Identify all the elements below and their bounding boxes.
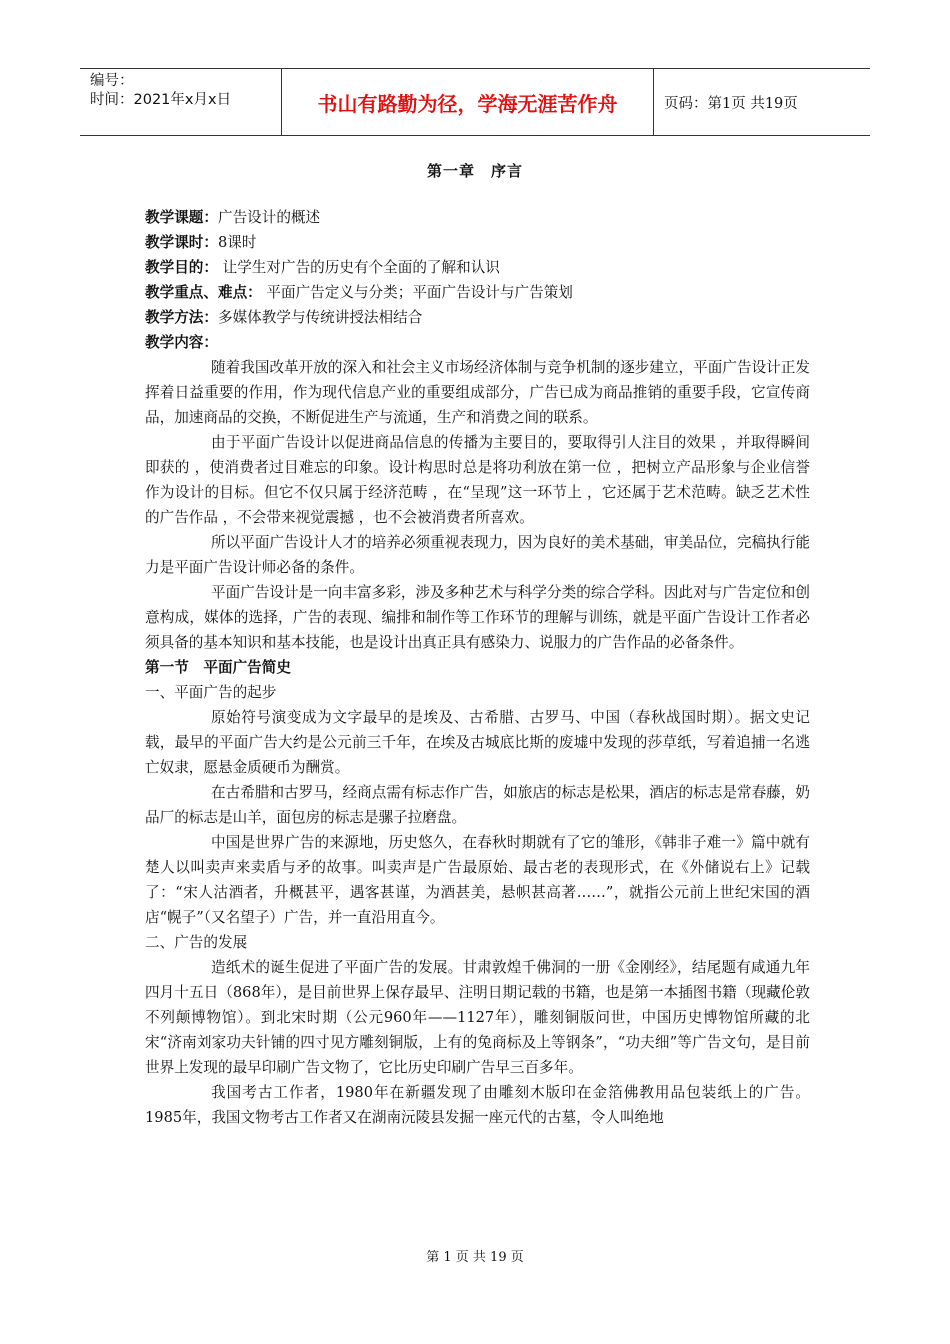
meta-line [145,205,810,230]
meta-line [145,230,810,255]
section-title: 第一节 平面广告简史 [145,659,291,676]
meta-label: 教学课题： [145,209,218,226]
motto: 书山有路勤为径，学海无涯苦作舟 [282,69,654,135]
paragraph: 随着我国改革开放的深入和社会主义市场经济体制与竞争机制的逐步建立，平面广告设计正发挥着日益重要的作用，作为现代信息产业的重要组成部分，广告已成为商品推销的重要手段，它宣传商品，加速商品的交换，不断促进生产与流通，生产和消费之间的联系。 [145,359,810,426]
paragraph: 在古希腊和古罗马，经商点需有标志作广告，如旅店的标志是松果，酒店的标志是常春藤，奶品厂的标志是山羊，面包房的标志是骡子拉磨盘。 [145,784,810,826]
page-footer: 第 1 页 共 19 页 [426,1250,524,1265]
paragraph: 中国是世界广告的来源地，历史悠久，在春秋时期就有了它的雏形，《韩非子难一》篇中就有楚人以叫卖声来卖盾与矛的故事。叫卖声是广告最原始、最古老的表现形式，在《外储说右上》记载了：“宋人沽酒者，升概甚平，遇客甚谨，为酒甚美，悬帜甚高著……”，就指公元前上世纪宋国的酒店“幌子”（又名望子）广告，并一直沿用直今。 [145,834,810,926]
subsection-title: 二、广告的发展 [145,934,248,951]
paragraph: 我国考古工作者，1980年在新疆发现了由雕刻木版印在金箔佛教用品包装纸上的广告。 1985年，我国文物考古工作者又在湖南沅陵县发掘一座元代的古墓，令人叫绝地 [145,1084,810,1126]
paragraph: 所以平面广告设计人才的培养必须重视表现力，因为良好的美术基础，审美品位，完稿执行能力是平面广告设计师必备的条件。 [145,534,810,576]
page-info: 页码：第1页 共19页 [664,95,798,112]
subsection-title: 一、平面广告的起步 [145,684,277,701]
meta-value: 多媒体教学与传统讲授法相结合 [217,309,423,326]
meta-line [145,330,810,355]
meta-label: 教学重点、难点： [145,284,262,301]
meta-label: 教学课时： [145,234,218,251]
time-label: 时间：2021年x月x日 [90,92,232,108]
paragraph: 原始符号演变成为文字最早的是埃及、古希腊、古罗马、中国（春秋战国时期）。据文史记载，最早的平面广告大约是公元前三千年，在埃及古城底比斯的废墟中发现的莎草纸，写着追捕一名逃亡奴隶，愿悬金质硬币为酬赏。 [145,709,810,776]
paragraph: 造纸术的诞生促进了平面广告的发展。甘肃敦煌千佛洞的一册《金刚经》，结尾题有咸通九年四月十五日（868年），是目前世界上保存最早、注明日期记载的书籍，也是第一本插图书籍（现藏伦敦不列颠博物馆）。到北宋时期（公元960年——1127年），雕刻铜版问世，中国历史博物馆所藏的北宋“济南刘家功夫针铺的四寸见方雕刻铜版，上有的兔商标及上等钢条”，“功夫细”等广告文句，是目前世界上发现的最早印刷广告文物了，它比历史印刷广告早三百多年。 [145,959,810,1076]
chapter-title: 第一章 序言 [426,162,523,180]
paragraph: 由于平面广告设计以促进商品信息的传播为主要目的，要取得引人注目的效果 ，并取得瞬间即获的 ，使消费者过目难忘的印象。设计构思时总是将功利放在第一位 ，把树立产品形象与企业信誉作为设计的目标。但它不仅只属于经济范畴 ，在“呈现”这一环节上 ，它还属于艺术范畴。缺乏艺术性的广告作品 ，不会带来视觉震撼 ，也不会被消费者所喜欢。 [145,434,810,526]
meta-line [145,280,810,305]
header-info-cell [80,69,282,135]
meta-value: 广告设计的概述 [217,209,321,226]
meta-label: 教学方法： [145,309,218,326]
paragraph: 平面广告设计是一向丰富多彩，涉及多种艺术与科学分类的综合学科。因此对与广告定位和创意构成，媒体的选择，广告的表现、编排和制作等工作环节的理解与训练，就是平面广告设计工作者必须具备的基本知识和基本技能，也是设计出真正具有感染力、说服力的广告作品的必备条件。 [145,584,810,651]
number-label: 编号： [90,73,134,89]
document-body [145,205,810,1130]
lesson-meta [145,205,810,355]
meta-line [145,305,810,330]
meta-line [145,255,810,280]
meta-value: 让学生对广告的历史有个全面的了解和认识 [217,259,500,276]
meta-label: 教学目的： [145,259,218,276]
meta-value: 平面广告定义与分类；平面广告设计与广告策划 [261,284,573,301]
page-header [80,68,870,136]
meta-value: 8课时 [217,234,257,251]
meta-label: 教学内容： [145,334,218,351]
